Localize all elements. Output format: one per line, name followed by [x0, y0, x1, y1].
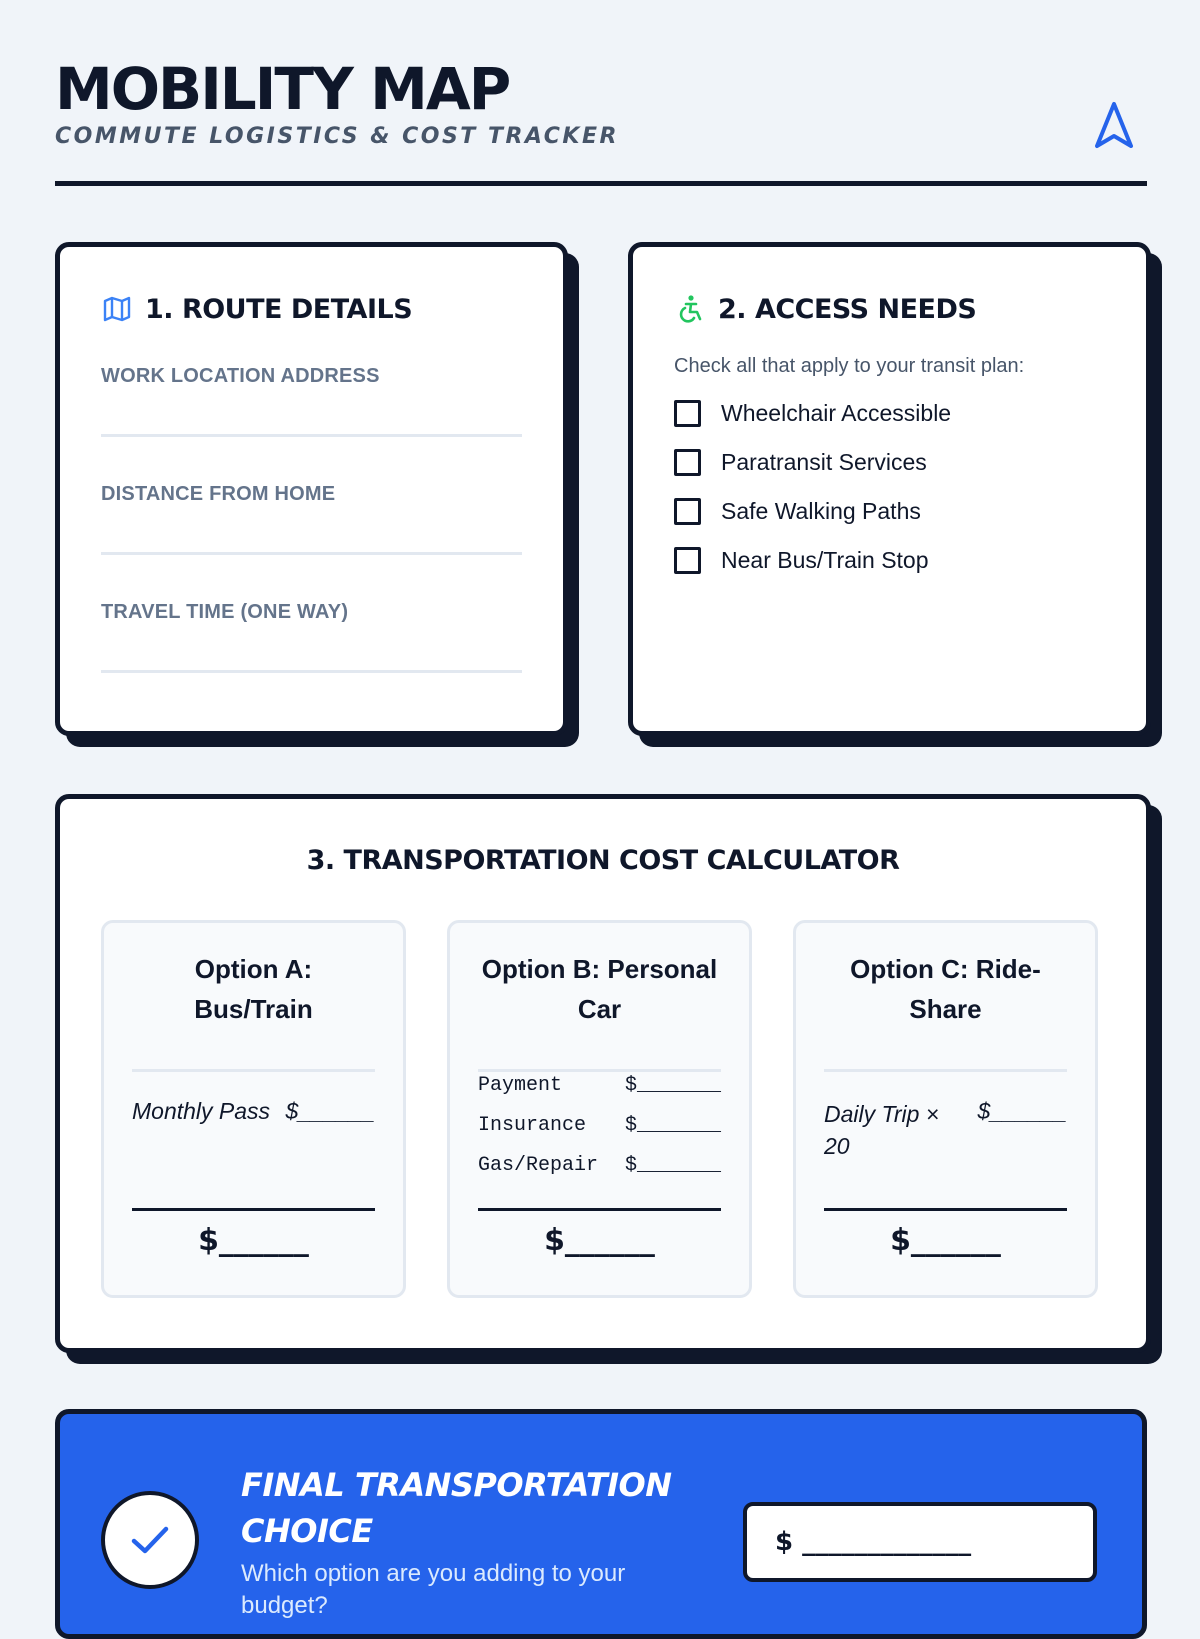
- cost-calculator-heading: [101, 845, 1105, 876]
- work-location-field[interactable]: [101, 365, 522, 437]
- access-option-label: Paratransit Services: [721, 449, 927, 475]
- page-title: MOBILITY MAP: [55, 55, 510, 123]
- cost-calculator-card: [55, 794, 1151, 1353]
- access-option-transit-stop[interactable]: [674, 547, 1105, 574]
- transit-stop-checkbox[interactable]: [674, 547, 701, 574]
- access-option-paratransit[interactable]: [674, 449, 1105, 476]
- map-icon: [101, 293, 133, 325]
- payment-label: Payment: [478, 1074, 563, 1097]
- insurance-label: Insurance: [478, 1114, 587, 1137]
- access-option-walking-paths[interactable]: [674, 498, 1105, 525]
- option-b-title: Option B: Personal Car: [481, 954, 718, 1024]
- gas-repair-input[interactable]: $_______: [624, 1154, 721, 1177]
- option-c-body: [824, 1098, 1067, 1212]
- route-details-title: 1. ROUTE DETAILS: [145, 293, 413, 325]
- access-option-wheelchair[interactable]: [674, 400, 1105, 427]
- option-c-total[interactable]: $______: [890, 1223, 1001, 1258]
- travel-time-input[interactable]: [101, 670, 522, 673]
- work-location-label: WORK LOCATION ADDRESS: [101, 365, 380, 387]
- total-divider: [132, 1208, 375, 1211]
- access-needs-heading: [674, 293, 1105, 325]
- distance-input[interactable]: [101, 552, 522, 555]
- divider: [132, 1069, 375, 1072]
- divider: [824, 1069, 1067, 1072]
- option-b-card: [447, 920, 752, 1298]
- access-needs-title: 2. ACCESS NEEDS: [718, 293, 977, 325]
- wheelchair-checkbox[interactable]: [674, 400, 701, 427]
- option-a-total[interactable]: $______: [198, 1223, 309, 1258]
- daily-trip-label: Daily Trip × 20: [824, 1101, 940, 1159]
- daily-trip-input[interactable]: $______: [977, 1098, 1067, 1124]
- access-option-label: Wheelchair Accessible: [721, 400, 952, 426]
- total-divider: [478, 1208, 721, 1211]
- final-amount-input[interactable]: $ _____________: [743, 1502, 1097, 1582]
- final-choice-title: FINAL TRANSPORTATION CHOICE: [241, 1466, 672, 1550]
- checkmark-icon: [128, 1518, 172, 1562]
- page-header: [55, 55, 1147, 186]
- page-subtitle: COMMUTE LOGISTICS & COST TRACKER: [55, 124, 619, 149]
- option-a-title: Option A: Bus/Train: [194, 954, 313, 1024]
- cost-options: [101, 920, 1105, 1298]
- option-c-card: [793, 920, 1098, 1298]
- final-choice-panel: [55, 1409, 1147, 1639]
- insurance-input[interactable]: $_______: [624, 1114, 721, 1137]
- navigation-arrow-icon: [1091, 100, 1137, 152]
- cost-calculator-title: 3. TRANSPORTATION COST CALCULATOR: [306, 845, 900, 876]
- route-details-card: [55, 242, 568, 736]
- monthly-pass-input[interactable]: $______: [285, 1098, 375, 1124]
- total-divider: [824, 1208, 1067, 1211]
- payment-input[interactable]: $_______: [624, 1074, 721, 1097]
- route-details-heading: [101, 293, 522, 325]
- option-b-body: [478, 1066, 721, 1180]
- distance-field[interactable]: [101, 483, 522, 555]
- access-option-label: Near Bus/Train Stop: [721, 547, 929, 573]
- access-needs-card: [628, 242, 1151, 736]
- checkmark-badge: [101, 1491, 199, 1589]
- monthly-pass-label: Monthly Pass: [132, 1098, 271, 1124]
- option-a-body: [132, 1098, 375, 1212]
- option-c-title: Option C: Ride-Share: [850, 954, 1041, 1024]
- travel-time-label: TRAVEL TIME (ONE WAY): [101, 601, 349, 623]
- gas-repair-label: Gas/Repair: [478, 1154, 599, 1177]
- paratransit-checkbox[interactable]: [674, 449, 701, 476]
- access-option-label: Safe Walking Paths: [721, 498, 921, 524]
- walking-paths-checkbox[interactable]: [674, 498, 701, 525]
- work-location-input[interactable]: [101, 434, 522, 437]
- option-a-card: [101, 920, 406, 1298]
- final-choice-question: Which option are you adding to your budget?: [241, 1560, 626, 1619]
- travel-time-field[interactable]: [101, 601, 522, 673]
- option-b-total[interactable]: $______: [544, 1223, 655, 1258]
- accessibility-icon: [674, 293, 706, 325]
- distance-label: DISTANCE FROM HOME: [101, 483, 336, 505]
- access-needs-hint: Check all that apply to your transit plan:: [674, 355, 1025, 377]
